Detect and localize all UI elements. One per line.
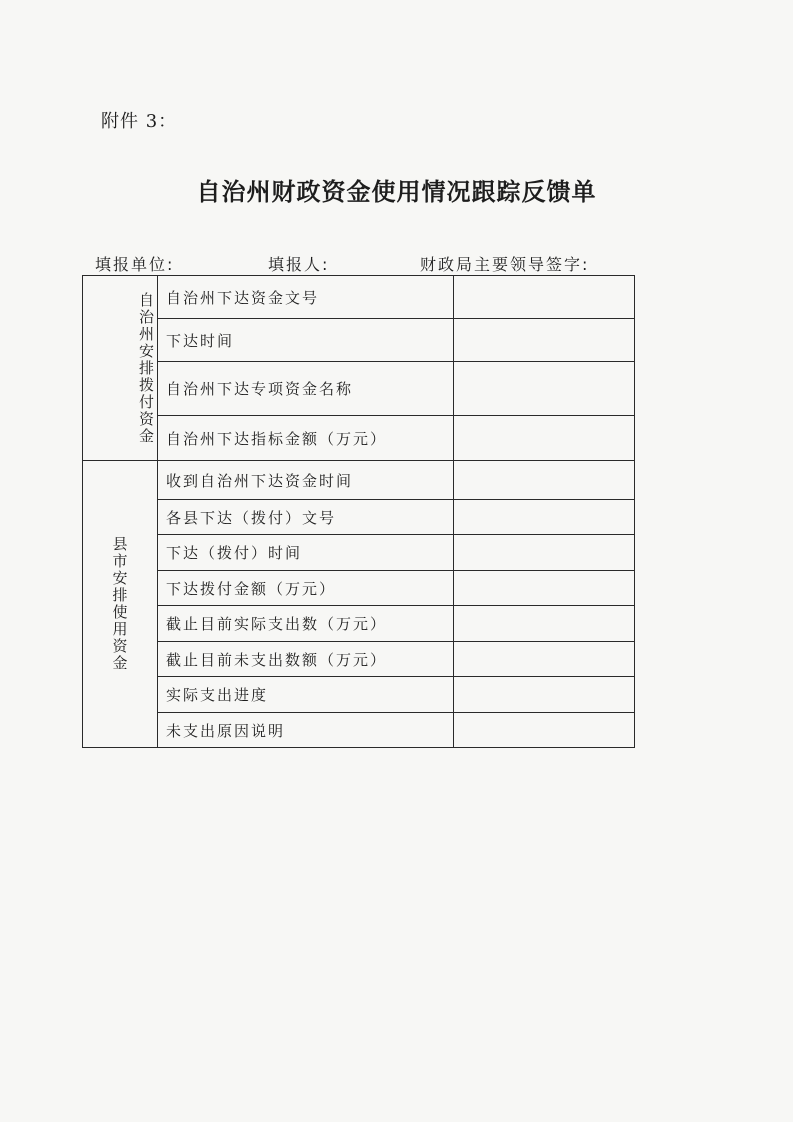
value-cell[interactable] (454, 606, 635, 642)
table-row (83, 713, 635, 748)
table-row (83, 319, 635, 362)
row-label: 截止目前实际支出数（万元） (158, 606, 454, 642)
table-row (83, 606, 635, 642)
table-row (83, 276, 635, 319)
value-cell[interactable] (454, 276, 635, 319)
value-cell[interactable] (454, 319, 635, 362)
value-cell[interactable] (454, 713, 635, 748)
row-label: 下达时间 (158, 319, 454, 362)
reporter-label: 填报人: (268, 255, 330, 274)
table-row (83, 362, 635, 416)
value-cell[interactable] (454, 571, 635, 606)
row-label: 收到自治州下达资金时间 (158, 461, 454, 500)
reporting-unit-label: 填报单位: (95, 255, 175, 274)
row-label: 下达拨付金额（万元） (158, 571, 454, 606)
value-cell[interactable] (454, 535, 635, 571)
attachment-label: 附件 3： (101, 111, 178, 132)
feedback-table (82, 275, 635, 748)
row-label: 自治州下达专项资金名称 (158, 362, 454, 416)
row-label: 自治州下达资金文号 (158, 276, 454, 319)
table-row (83, 677, 635, 713)
table-row (83, 416, 635, 461)
row-label: 下达（拨付）时间 (158, 535, 454, 571)
row-label: 各县下达（拨付）文号 (158, 500, 454, 535)
table-row (83, 571, 635, 606)
value-cell[interactable] (454, 500, 635, 535)
value-cell[interactable] (454, 461, 635, 500)
section-label-county-funds: 县市安排使用资金 (83, 461, 158, 748)
section-label-prefecture-funds: 自治州安排拨付资金 (83, 276, 158, 461)
leader-signature-label: 财政局主要领导签字: (420, 255, 590, 274)
value-cell[interactable] (454, 677, 635, 713)
row-label: 实际支出进度 (158, 677, 454, 713)
form-title: 自治州财政资金使用情况跟踪反馈单 (196, 178, 597, 206)
row-label: 自治州下达指标金额（万元） (158, 416, 454, 461)
row-label: 未支出原因说明 (158, 713, 454, 748)
table-row (83, 461, 635, 500)
table-row (83, 500, 635, 535)
table-row (83, 535, 635, 571)
value-cell[interactable] (454, 416, 635, 461)
value-cell[interactable] (454, 362, 635, 416)
row-label: 截止目前未支出数额（万元） (158, 642, 454, 677)
value-cell[interactable] (454, 642, 635, 677)
table-row (83, 642, 635, 677)
